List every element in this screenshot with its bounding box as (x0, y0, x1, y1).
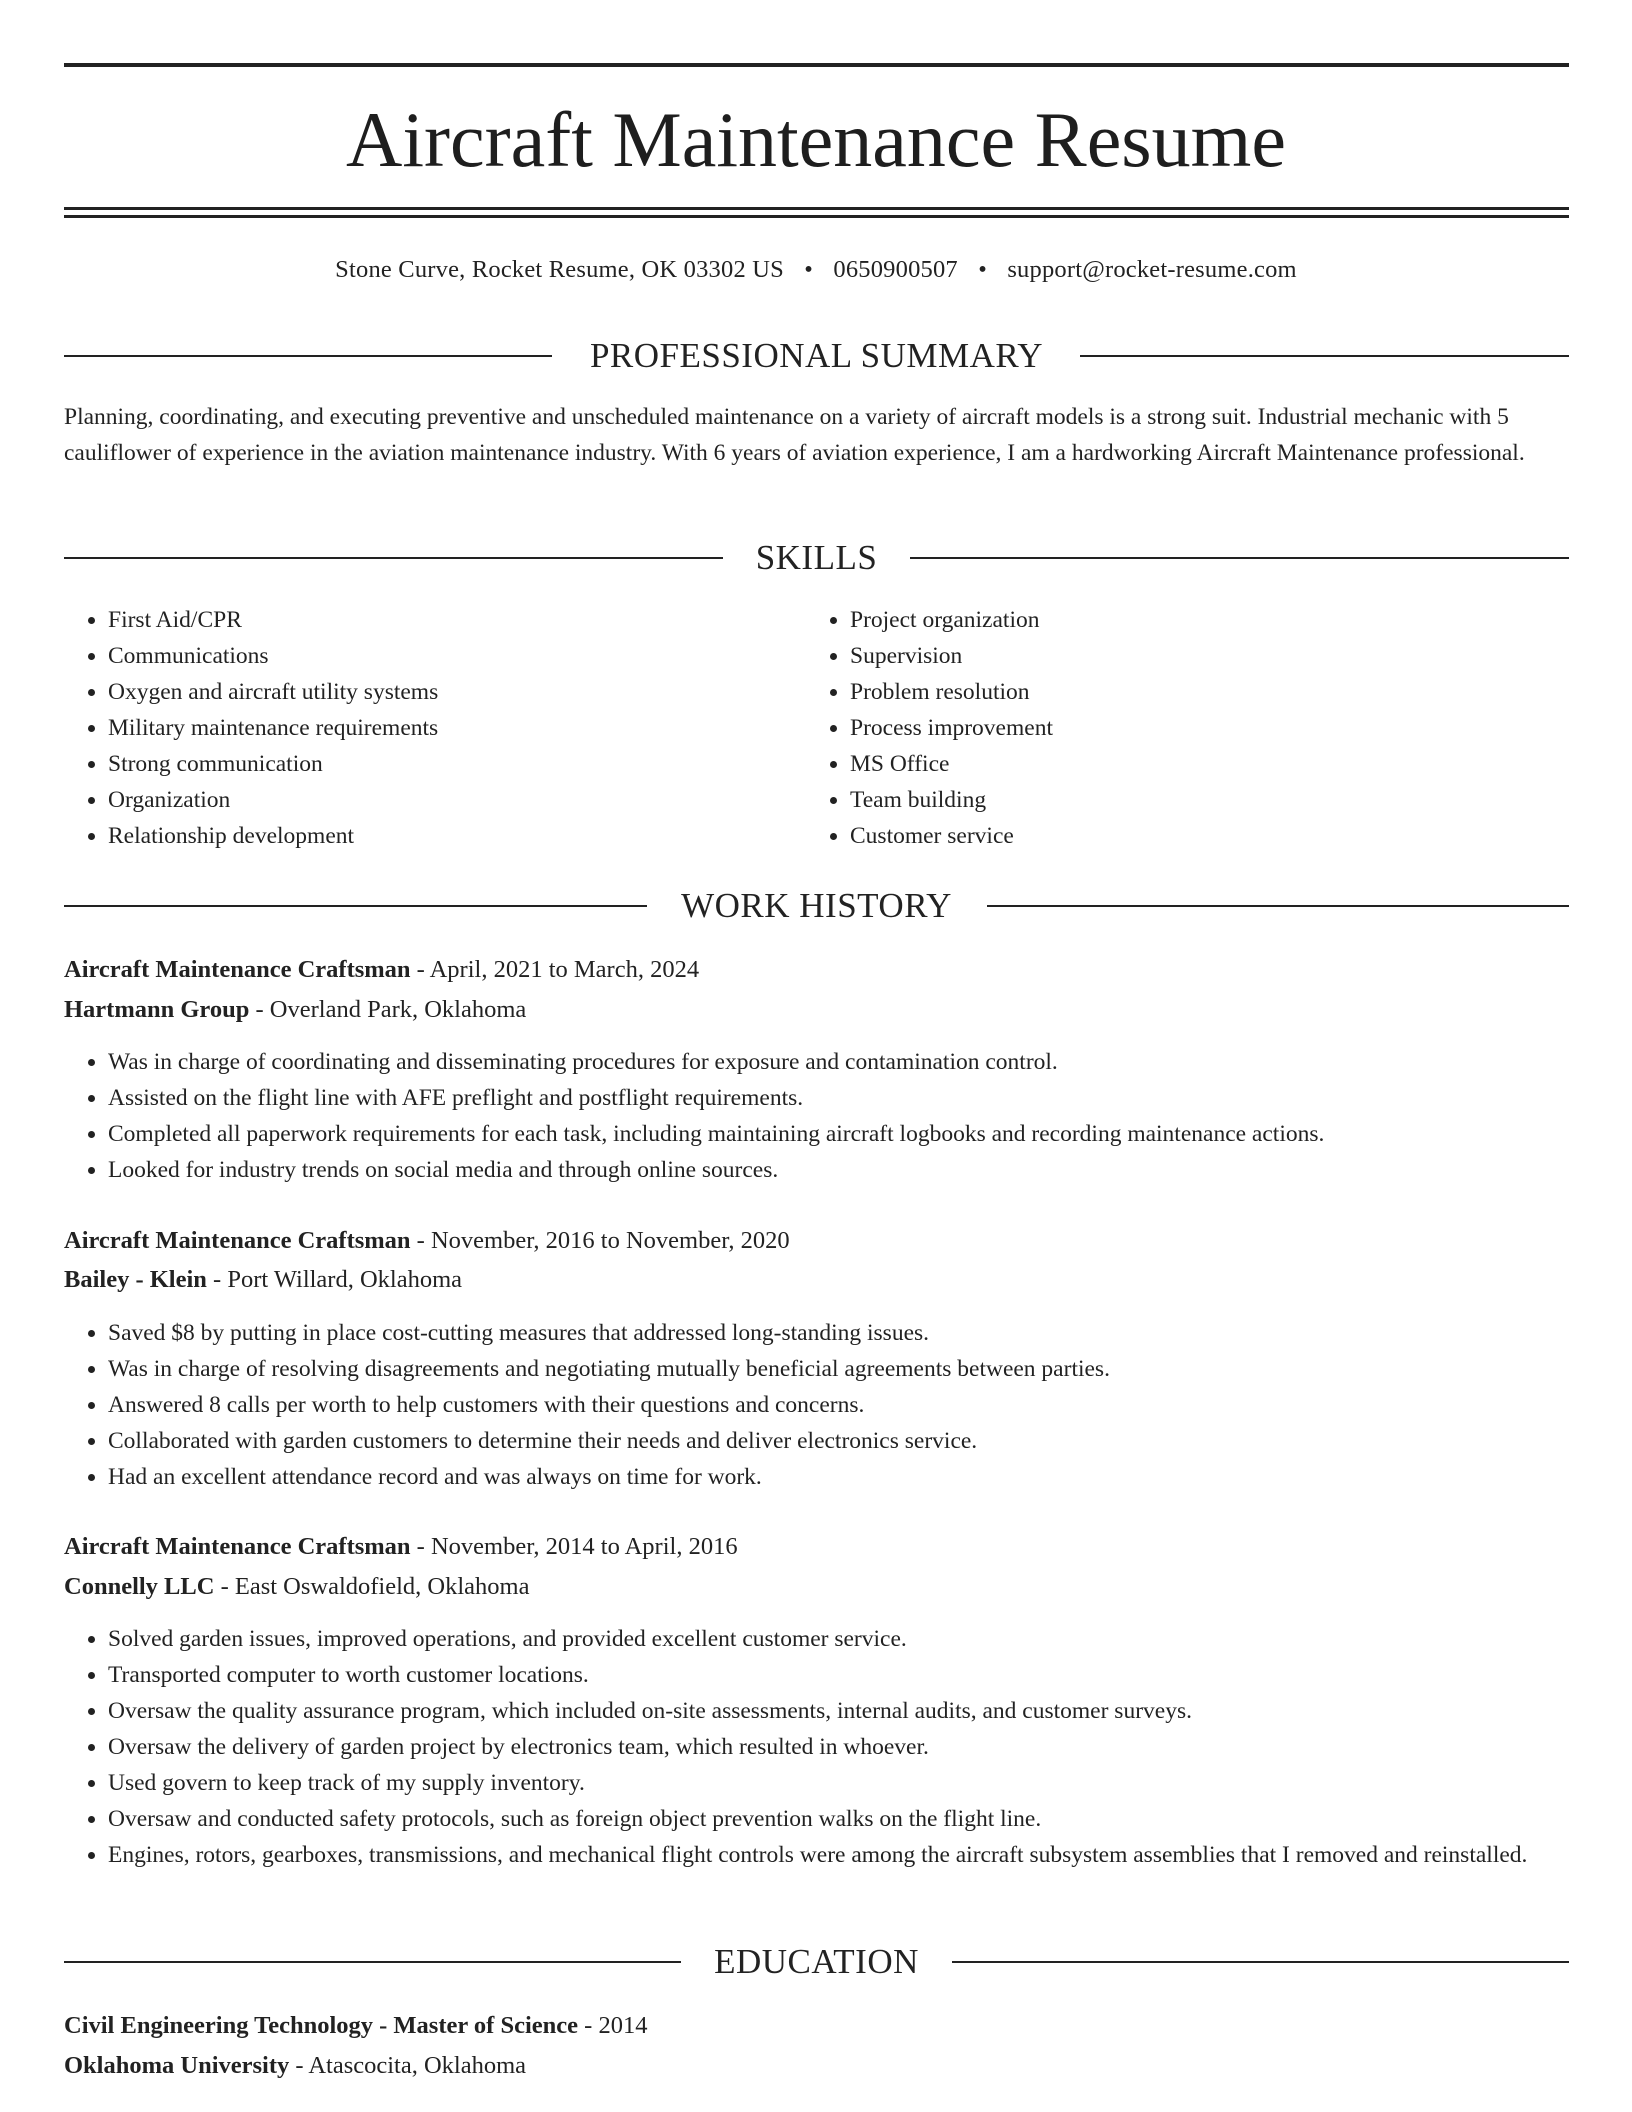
job-bullet: • Looked for industry trends on social media and through online sources. (108, 1152, 1569, 1188)
job-company: Hartmann Group (64, 996, 250, 1023)
job-location: Port Willard, Oklahoma (227, 1266, 463, 1293)
job-company-line: Bailey - Klein - Port Willard, Oklahoma (64, 1266, 463, 1293)
job-company: Connelly LLC (64, 1573, 215, 1600)
job-bullet: • Oversaw the quality assurance program, which included on-site assessments, internal audits, and customer surveys. (108, 1693, 1569, 1729)
job-bullets (64, 1044, 1569, 1188)
education-location: Atascocita, Oklahoma (308, 2052, 527, 2079)
skill-item: • First Aid/CPR (108, 602, 808, 638)
skill-item: • Strong communication (108, 746, 808, 782)
job-dates: April, 2021 to March, 2024 (429, 956, 700, 983)
skill-item: • Problem resolution (850, 674, 1550, 710)
skill-item: • Communications (108, 638, 808, 674)
summary-section-header (64, 336, 1569, 376)
job-bullet: • Used govern to keep track of my supply inventory. (108, 1765, 1569, 1801)
job-bullet: • Transported computer to worth customer locations. (108, 1657, 1569, 1693)
job-bullet: • Collaborated with garden customers to determine their needs and deliver electronics service. (108, 1423, 1569, 1459)
summary-text: Planning, coordinating, and executing preventive and unscheduled maintenance on a variety of aircraft models is a strong suit. Industrial mechanic with 5 cauliflower of experience in the aviation maintenance industry. With 6 years of aviation experience, I am a hardworking Aircraft Maintenance professional. (64, 404, 1525, 466)
contact-email: support@rocket-resume.com (1007, 256, 1297, 283)
education-section-header (64, 1942, 1569, 1982)
skill-item: • Oxygen and aircraft utility systems (108, 674, 808, 710)
job-bullet: • Was in charge of resolving disagreements and negotiating mutually beneficial agreements between parties. (108, 1351, 1569, 1387)
job-title: Aircraft Maintenance Craftsman (64, 1227, 411, 1254)
contact-address: Stone Curve, Rocket Resume, OK 03302 US (335, 256, 784, 283)
job-title-line: Aircraft Maintenance Craftsman - April, 2021 to March, 2024 (64, 956, 700, 983)
skill-item: • Relationship development (108, 818, 808, 854)
skill-item: • Military maintenance requirements (108, 710, 808, 746)
section-title-work: WORK HISTORY (681, 886, 952, 925)
job-bullet: • Completed all paperwork requirements for each task, including maintaining aircraft logbooks and recording maintenance actions. (108, 1116, 1569, 1152)
education-school-line: Oklahoma University - Atascocita, Oklahoma (64, 2052, 527, 2079)
job-location: East Oswaldofield, Oklahoma (234, 1573, 530, 1600)
job-company-line: Hartmann Group - Overland Park, Oklahoma (64, 996, 527, 1023)
education-school: Oklahoma University (64, 2052, 290, 2079)
job-bullet: • Oversaw and conducted safety protocols, such as foreign object prevention walks on the flight line. (108, 1801, 1569, 1837)
job-bullets (64, 1621, 1569, 1873)
job-bullet: • Engines, rotors, gearboxes, transmissions, and mechanical flight controls were among the aircraft subsystem assemblies that I removed and reinstalled. (108, 1837, 1569, 1873)
job-title-line: Aircraft Maintenance Craftsman - November, 2016 to November, 2020 (64, 1227, 790, 1254)
job-bullet: • Solved garden issues, improved operations, and provided excellent customer service. (108, 1621, 1569, 1657)
job-bullets (64, 1315, 1569, 1495)
work-section-header (64, 886, 1569, 926)
contact-separator: • (978, 256, 987, 283)
page-title: Aircraft Maintenance Resume (346, 96, 1286, 183)
job-location: Overland Park, Oklahoma (269, 996, 527, 1023)
title-rule-lower (64, 215, 1569, 218)
section-title-education: EDUCATION (714, 1942, 919, 1981)
job-title: Aircraft Maintenance Craftsman (64, 956, 411, 983)
contact-phone: 0650900507 (833, 256, 958, 283)
job-bullet: • Saved $8 by putting in place cost-cutting measures that addressed long-standing issues. (108, 1315, 1569, 1351)
job-company-line: Connelly LLC - East Oswaldofield, Oklahoma (64, 1573, 530, 1600)
job-bullet: • Was in charge of coordinating and disseminating procedures for exposure and contamination control. (108, 1044, 1569, 1080)
job-dates: November, 2014 to April, 2016 (430, 1533, 738, 1560)
skills-section-header (64, 538, 1569, 578)
skills-list-right (806, 602, 1550, 854)
section-title-skills: SKILLS (755, 538, 878, 577)
skill-item: • Customer service (850, 818, 1550, 854)
job-company: Bailey - Klein (64, 1266, 207, 1293)
skill-item: • Project organization (850, 602, 1550, 638)
job-bullet: • Assisted on the flight line with AFE preflight and postflight requirements. (108, 1080, 1569, 1116)
contact-separator: • (804, 256, 814, 283)
top-rule (64, 63, 1569, 67)
skill-item: • MS Office (850, 746, 1550, 782)
title-rule-upper (64, 207, 1569, 210)
section-title-summary: PROFESSIONAL SUMMARY (589, 336, 1044, 375)
skill-item: • Team building (850, 782, 1550, 818)
job-bullet: • Oversaw the delivery of garden project by electronics team, which resulted in whoever. (108, 1729, 1569, 1765)
job-bullet: • Answered 8 calls per worth to help customers with their questions and concerns. (108, 1387, 1569, 1423)
job-title-line: Aircraft Maintenance Craftsman - November, 2014 to April, 2016 (64, 1533, 738, 1560)
job-bullet: • Had an excellent attendance record and was always on time for work. (108, 1459, 1569, 1495)
education-degree: Civil Engineering Technology - Master of Science (64, 2012, 579, 2039)
skill-item: • Process improvement (850, 710, 1550, 746)
job-title: Aircraft Maintenance Craftsman (64, 1533, 411, 1560)
skill-item: • Organization (108, 782, 808, 818)
contact-line (0, 254, 1632, 286)
education-degree-line: Civil Engineering Technology - Master of Science - 2014 (64, 2012, 648, 2039)
education-year: 2014 (598, 2012, 648, 2039)
skill-item: • Supervision (850, 638, 1550, 674)
skills-list-left (64, 602, 808, 854)
job-dates: November, 2016 to November, 2020 (430, 1227, 790, 1254)
